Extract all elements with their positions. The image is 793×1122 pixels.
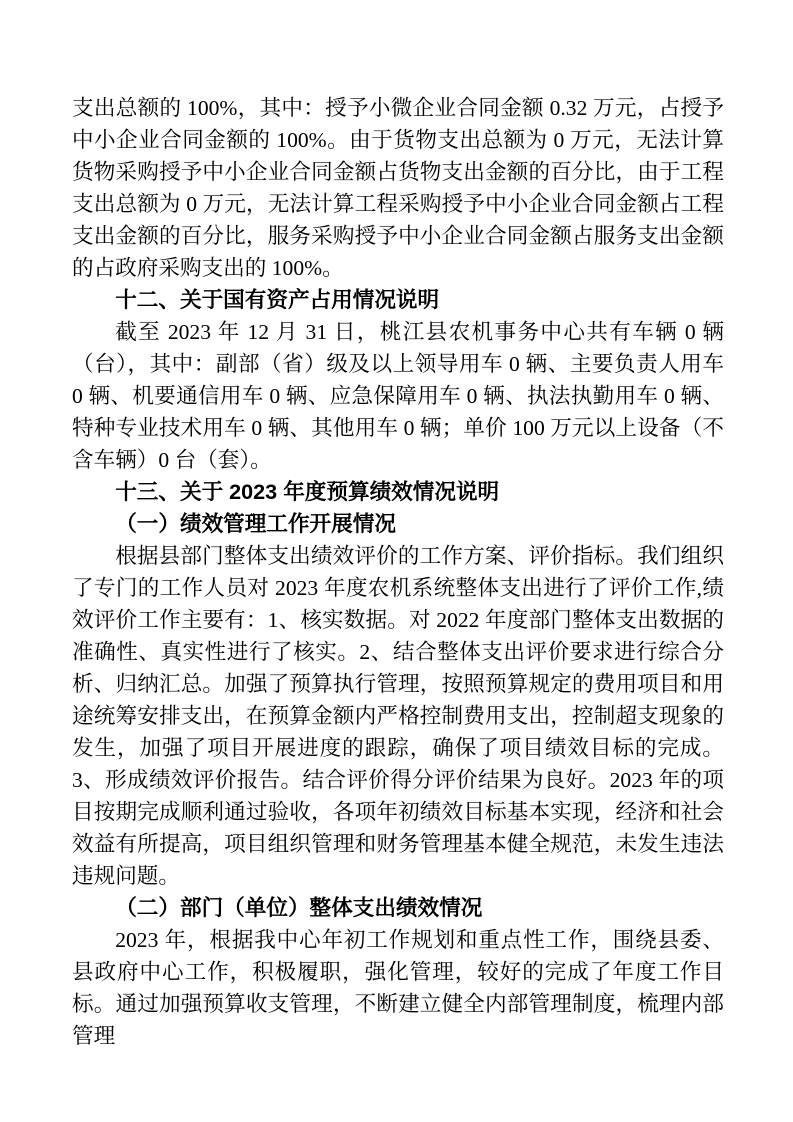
heading-section-12-state-assets: 十二、关于国有资产占用情况说明 [115,287,440,312]
heading-section-13-budget-performance: 十三、关于 2023 年度预算绩效情况说明 [115,479,500,504]
page-content [72,92,724,1052]
paragraph-performance-evaluation-work: 根据县部门整体支出绩效评价的工作方案、评价指标。我们组织了专门的工作人员对 2023 年度农机系统整体支出进行了评价工作,绩效评价工作主要有：1、核实数据。对 2022 年度部门整体支出数据的准确性、真实性进行了核实。2、结合整体支出评价要求进行综合分析、归纳汇总。加强了预算执行管理，按照预算规定的费用项目和用途统筹安排支出，在预算金额内严格控制费用支出，控制超支现象的发生，加强了项目开展进度的跟踪，确保了项目绩效目标的完成。3、形成绩效评价报告。结合评价得分评价结果为良好。2023 年的项目按期完成顺利通过验收，各项年初绩效目标基本实现，经济和社会效益有所提高，项目组织管理和财务管理基本健全规范，未发生违法违规问题。 [72,544,724,888]
heading-subsection-1-performance-management: （一）绩效管理工作开展情况 [115,511,396,536]
paragraph-procurement-continued: 支出总额的 100%，其中：授予小微企业合同金额 0.32 万元，占授予中小企业合同金额的 100%。由于货物支出总额为 0 万元，无法计算货物采购授予中小企业合同金额占货物支出金额的百分比，由于工程支出总额为 0 万元，无法计算工程采购授予中小企业合同金额占工程支出金额的百分比，服务采购授予中小企业合同金额占服务支出金额的占政府采购支出的 100%。 [72,96,724,280]
heading-subsection-2-overall-expenditure-performance: （二）部门（单位）整体支出绩效情况 [115,895,483,920]
paragraph-overall-expenditure-performance: 2023 年，根据我中心年初工作规划和重点性工作，围绕县委、县政府中心工作，积极履职，强化管理，较好的完成了年度工作目标。通过加强预算收支管理，不断建立健全内部管理制度，梳理内部管理 [72,928,724,1048]
paragraph-state-assets-occupancy: 截至 2023 年 12 月 31 日，桃江县农机事务中心共有车辆 0 辆（台），其中：副部（省）级及以上领导用车 0 辆、主要负责人用车 0 辆、机要通信用车 0 辆、应急保障用车 0 辆、执法执勤用车 0 辆、特种专业技术用车 0 辆、其他用车 0 辆；单价 100 万元以上设备（不含车辆）0 台（套）。 [72,320,724,472]
